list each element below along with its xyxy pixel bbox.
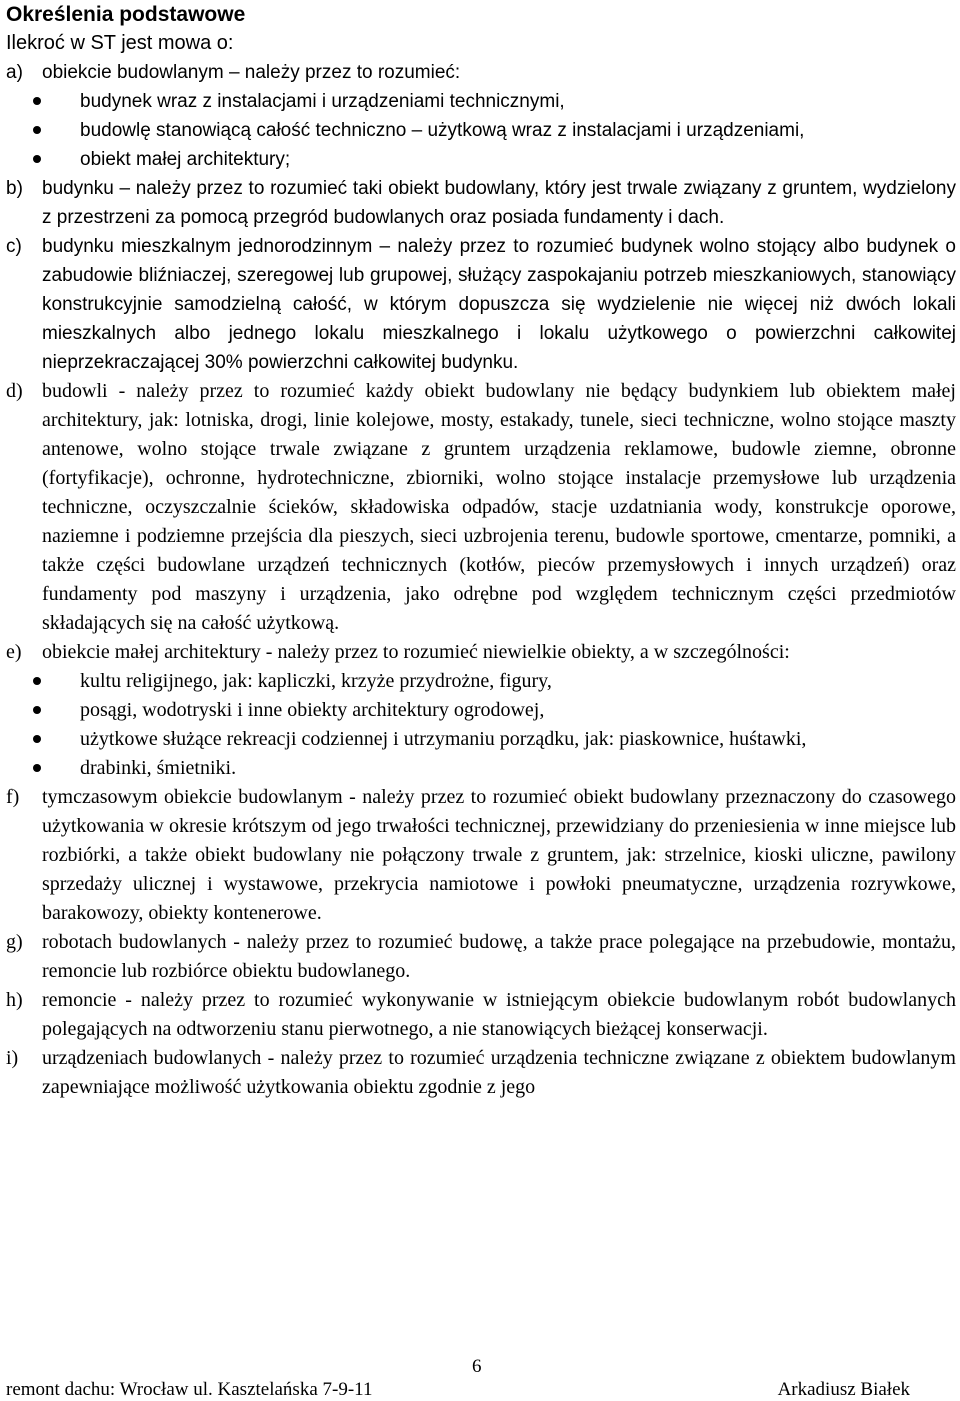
item-text: budynku mieszkalnym jednorodzinnym – należy przez to rozumieć budynek wolno stojący albo budynek o zabudowie bliźniaczej, szeregowej lub grupowej, służący zaspokajaniu potrzeb mieszkaniowych, stanowiący konstrukcyjnie samodzielną całość, w którym dopuszcza się wydzielenie nie więcej niż dwóch lokali mieszkalnych albo jednego lokalu mieszkalnego i lokalu użytkowego o powierzchni całkowitej nieprzekraczającej 30% powierzchni całkowitej budynku. <box>42 236 956 373</box>
bullet-item <box>6 725 956 754</box>
definition-item <box>6 638 956 667</box>
footer-project: remont dachu: Wrocław ul. Kasztelańska 7-9-11 <box>6 1379 373 1400</box>
bullet-item <box>6 87 956 116</box>
item-text: obiekcie budowlanym – należy przez to rozumieć: <box>42 62 461 83</box>
item-marker: d) <box>6 380 23 402</box>
bullet-list <box>6 667 956 783</box>
item-text: remoncie - należy przez to rozumieć wykonywanie w istniejącym obiekcie budowlanym robót budowlanych polegających na odtworzeniu stanu pierwotnego, a nie stanowiących bieżącej konserwacji. <box>42 989 956 1040</box>
page-number: 6 <box>472 1356 482 1377</box>
item-marker: c) <box>6 236 22 257</box>
bullet-dot-icon <box>33 155 41 163</box>
item-marker: i) <box>6 1047 19 1069</box>
item-text: robotach budowlanych - należy przez to rozumieć budowę, a także prace polegające na przebudowie, montażu, remoncie lub rozbiórce obiektu budowlanego. <box>42 931 956 982</box>
bullet-text: użytkowe służące rekreacji codziennej i utrzymaniu porządku, jak: piaskownice, huśtawki, <box>80 728 807 750</box>
document-page <box>6 0 956 1400</box>
definition-item <box>6 232 956 377</box>
definition-item <box>6 928 956 986</box>
bullet-item <box>6 696 956 725</box>
bullet-dot-icon <box>33 764 41 772</box>
footer-author: Arkadiusz Białek <box>777 1379 910 1400</box>
item-marker: e) <box>6 641 22 663</box>
definition-item <box>6 58 956 87</box>
item-marker: b) <box>6 178 23 199</box>
definition-item <box>6 1044 956 1102</box>
bullet-text: obiekt małej architektury; <box>80 149 291 170</box>
bullet-text: kultu religijnego, jak: kapliczki, krzyże przydrożne, figury, <box>80 670 552 692</box>
bullet-text: posągi, wodotryski i inne obiekty architektury ogrodowej, <box>80 699 545 721</box>
definition-item <box>6 174 956 232</box>
bullet-item <box>6 754 956 783</box>
bullet-item <box>6 667 956 696</box>
item-text: tymczasowym obiekcie budowlanym - należy przez to rozumieć obiekt budowlany przeznaczony do czasowego użytkowania w okresie krótszym od jego trwałości technicznej, przewidziany do przeniesienia w inne miejsce lub rozbiórki, a także obiekt budowlany nie połączony trwale z gruntem, jak: strzelnice, kioski uliczne, pawilony sprzedaży ulicznej i wystawowe, przekrycia namiotowe i powłoki pneumatyczne, urządzenia rozrywkowe, barakowozy, obiekty kontenerowe. <box>42 786 956 924</box>
bullet-dot-icon <box>33 677 41 685</box>
item-marker: h) <box>6 989 23 1011</box>
definitions-list <box>6 58 956 1102</box>
item-text: urządzeniach budowlanych - należy przez to rozumieć urządzenia techniczne związane z obiektem budowlanym zapewniające możliwość użytkowania obiektu zgodnie z jego <box>42 1047 956 1098</box>
section-heading: Określenia podstawowe <box>6 3 246 26</box>
item-marker: f) <box>6 786 20 808</box>
bullet-text: budynek wraz z instalacjami i urządzeniami technicznymi, <box>80 91 565 112</box>
bullet-dot-icon <box>33 706 41 714</box>
definition-item <box>6 986 956 1044</box>
bullet-dot-icon <box>33 97 41 105</box>
item-marker: a) <box>6 62 23 83</box>
item-text: obiekcie małej architektury - należy przez to rozumieć niewielkie obiekty, a w szczególności: <box>42 641 790 663</box>
bullet-dot-icon <box>33 126 41 134</box>
definition-item <box>6 377 956 638</box>
definition-item <box>6 783 956 928</box>
bullet-item <box>6 116 956 145</box>
bullet-dot-icon <box>33 735 41 743</box>
item-text: budowli - należy przez to rozumieć każdy obiekt budowlany nie będący budynkiem lub obiektem małej architektury, jak: lotniska, drogi, linie kolejowe, mosty, estakady, tunele, sieci techniczne, wolno stojące maszty antenowe, wolno stojące trwale związane z gruntem urządzenia reklamowe, budowle ziemne, obronne (fortyfikacje), ochronne, hydrotechniczne, zbiorniki, wolno stojące instalacje przemysłowe lub urządzenia techniczne, oczyszczalnie ścieków, składowiska odpadów, stacje uzdatniania wody, konstrukcje oporowe, naziemne i podziemne przejścia dla pieszych, sieci uzbrojenia terenu, budowle sportowe, cmentarze, pomniki, a także części budowlane urządzeń technicznych (kotłów, pieców przemysłowych i innych urządzeń) oraz fundamenty pod maszyny i urządzenia, jako odrębne pod względem technicznym części przedmiotów składających się na całość użytkową. <box>42 380 956 634</box>
bullet-text: drabinki, śmietniki. <box>80 757 237 779</box>
item-text: budynku – należy przez to rozumieć taki obiekt budowlany, który jest trwale związany z gruntem, wydzielony z przestrzeni za pomocą przegród budowlanych oraz posiada fundamenty i dach. <box>42 178 956 228</box>
item-marker: g) <box>6 931 23 953</box>
bullet-list <box>6 87 956 174</box>
bullet-text: budowlę stanowiącą całość techniczno – użytkową wraz z instalacjami i urządzeniami, <box>80 120 805 141</box>
bullet-item <box>6 145 956 174</box>
intro-text: Ilekroć w ST jest mowa o: <box>6 32 234 54</box>
